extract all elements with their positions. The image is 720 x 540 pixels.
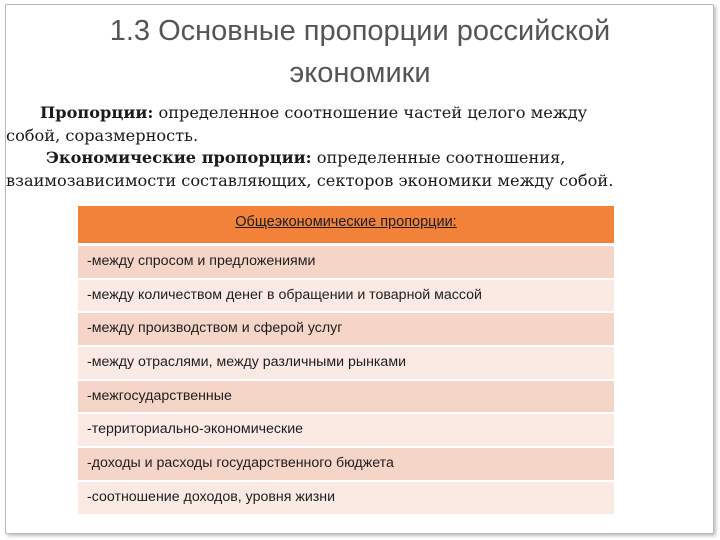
definition-economic-proportions: [6, 147, 706, 170]
definition-text: определенные соотношения,: [311, 148, 566, 167]
definition-term: Пропорции:: [40, 103, 154, 122]
definition-continuation: взаимозависимости составляющих, секторов экономики между собой.: [6, 170, 614, 190]
definition-term: Экономические пропорции:: [46, 148, 312, 167]
table-row: -доходы и расходы государственного бюджета: [78, 448, 614, 482]
slide-title-line-1: 1.3 Основные пропорции российской: [109, 15, 611, 47]
slide-title: [20, 10, 700, 94]
table-row: -межгосударственные: [78, 381, 614, 415]
table-row: -между количеством денег в обращении и товарной массой: [78, 280, 614, 314]
table-row: -соотношение доходов, уровня жизни: [78, 482, 614, 516]
definition-text: определенное соотношение частей целого между: [153, 103, 588, 122]
table-row: -между спросом и предложениями: [78, 246, 614, 280]
table-row: -территориально-экономические: [78, 414, 614, 448]
definition-continuation: собой, соразмерность.: [6, 125, 199, 145]
table-row: -между отраслями, между различными рынками: [78, 347, 614, 381]
table-header: Общеэкономические пропорции:: [78, 206, 614, 246]
table-row: -между производством и сферой услуг: [78, 313, 614, 347]
definition-proportions: [6, 102, 706, 125]
proportions-table: [78, 206, 614, 516]
slide-title-line-2: экономики: [289, 57, 431, 89]
definitions-block: [6, 102, 706, 192]
